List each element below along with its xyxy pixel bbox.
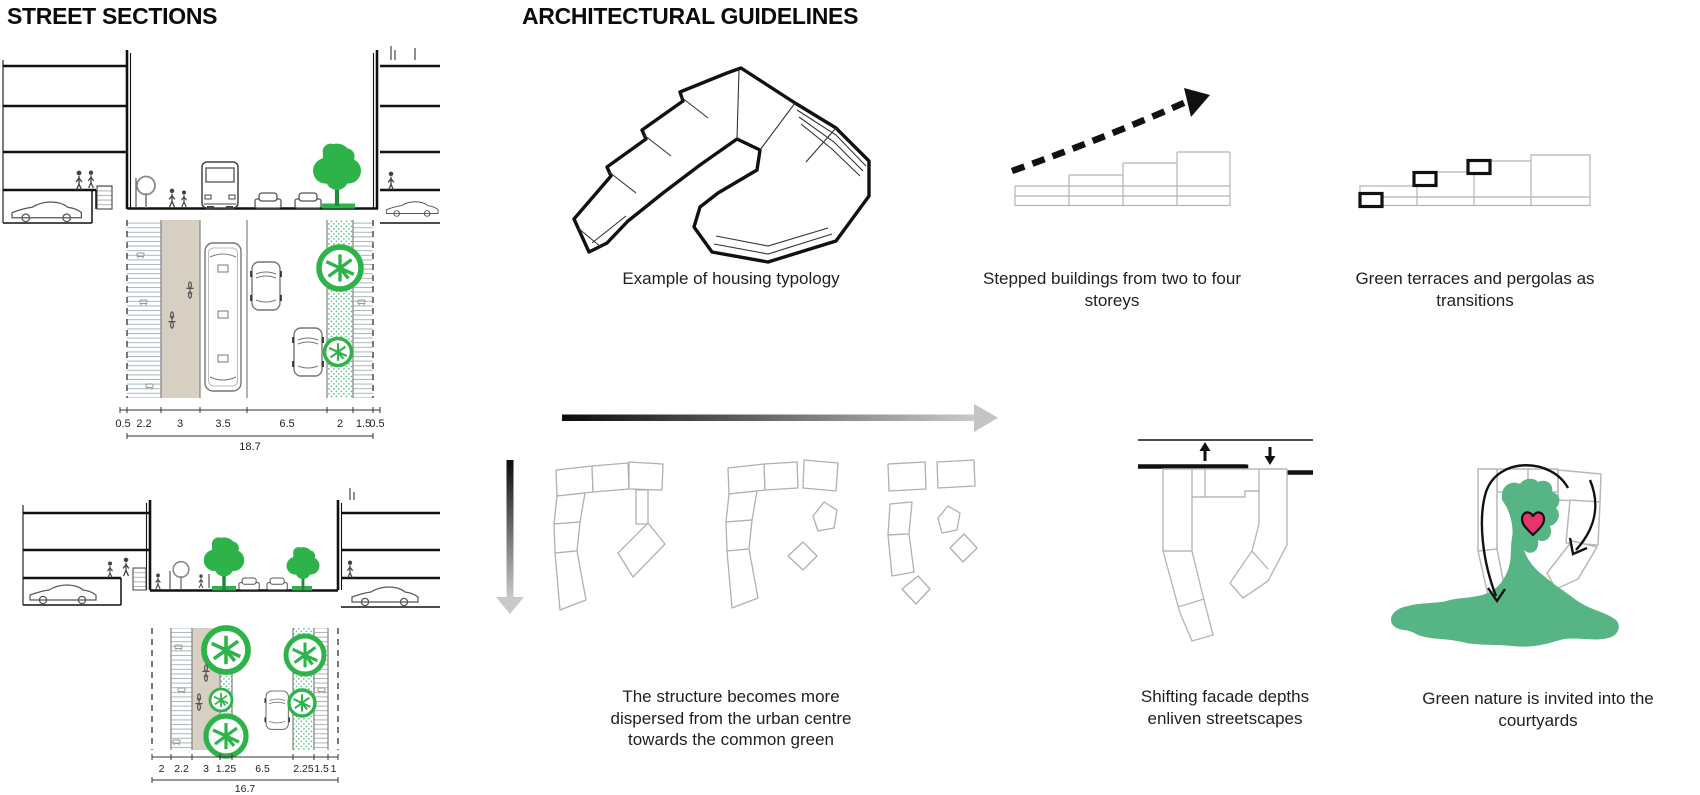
car-icon bbox=[251, 262, 281, 310]
person-icon bbox=[181, 191, 186, 207]
caption-stepped-buildings: Stepped buildings from two to four storeys bbox=[983, 269, 1241, 310]
car-icon bbox=[295, 193, 321, 208]
tree-icon bbox=[204, 537, 245, 590]
person-icon bbox=[76, 171, 82, 190]
dispersal-plan-partial bbox=[726, 460, 838, 608]
car-icon bbox=[267, 578, 287, 590]
dim-label: 2.25 bbox=[293, 763, 314, 775]
tree-outline-icon bbox=[173, 562, 189, 589]
dim-label: 2 bbox=[336, 418, 344, 430]
arrowhead-icon bbox=[974, 404, 998, 432]
car-icon bbox=[265, 691, 289, 729]
dispersal-plan-intact bbox=[554, 462, 665, 610]
dim-label: 2 bbox=[158, 763, 165, 775]
person-icon bbox=[169, 189, 175, 207]
tree-icon bbox=[210, 689, 232, 711]
dim-label: 3 bbox=[176, 418, 184, 430]
tree-icon bbox=[319, 247, 361, 289]
gradient-arrow-down bbox=[496, 460, 524, 614]
street-section-2 bbox=[23, 488, 440, 607]
dim-total-label: 16.7 bbox=[234, 783, 256, 795]
gradient-arrow-right bbox=[562, 404, 998, 432]
person-icon bbox=[388, 172, 394, 190]
bus-icon bbox=[205, 243, 241, 391]
dim-label: 1.5 bbox=[314, 763, 329, 775]
hedge-icon bbox=[133, 568, 146, 590]
caption-facade-depths: Shifting facade depths enliven streetscapes bbox=[1140, 687, 1310, 728]
plan2-dimensions bbox=[152, 754, 338, 795]
housing-typology-isometric bbox=[574, 68, 869, 262]
car-icon bbox=[12, 202, 81, 222]
sidewalk-strip bbox=[127, 220, 161, 398]
caption-green-nature: Green nature is invited into the courtyards bbox=[1422, 689, 1654, 730]
person-icon bbox=[156, 573, 161, 589]
tree-icon bbox=[286, 636, 324, 674]
bike-path-strip bbox=[161, 220, 200, 398]
dim-label: 1.25 bbox=[215, 763, 237, 775]
caption-green-terraces: Green terraces and pergolas as transitions bbox=[1355, 269, 1595, 310]
dim-label: 1 bbox=[330, 763, 337, 775]
dashed-growth-arrow bbox=[1012, 102, 1186, 171]
down-arrow-icon bbox=[1265, 447, 1276, 465]
person-icon bbox=[199, 574, 203, 588]
tree-outline-icon bbox=[137, 177, 155, 209]
arrowhead-icon bbox=[496, 597, 524, 614]
shifting-facade-diagram bbox=[1138, 440, 1313, 641]
tree-icon bbox=[287, 547, 320, 590]
person-icon bbox=[123, 558, 129, 576]
tree-icon bbox=[313, 144, 361, 206]
tree-icon bbox=[289, 690, 315, 716]
car-icon bbox=[30, 585, 96, 604]
dim-label: 3.5 bbox=[215, 418, 231, 430]
dispersal-plan-dispersed bbox=[888, 460, 977, 604]
architectural-guidelines-title: ARCHITECTURAL GUIDELINES bbox=[522, 3, 859, 29]
dim-label: 2.2 bbox=[136, 418, 152, 430]
street-sections-title: STREET SECTIONS bbox=[7, 3, 218, 29]
street-section-1 bbox=[3, 46, 440, 223]
person-icon bbox=[347, 561, 352, 578]
street-plan-1 bbox=[115, 220, 384, 453]
building-left bbox=[23, 500, 150, 605]
sidewalk-strip bbox=[353, 220, 373, 398]
tree-icon bbox=[325, 339, 352, 366]
arrowhead-icon bbox=[1184, 88, 1210, 117]
dim-label: 1.5 bbox=[355, 418, 372, 430]
up-arrow-icon bbox=[1200, 442, 1211, 461]
dim-total-label: 18.7 bbox=[239, 441, 261, 453]
green-nature-diagram bbox=[1391, 465, 1619, 646]
dim-label: 6.5 bbox=[255, 763, 270, 775]
car-icon bbox=[387, 202, 438, 217]
pergola-icon bbox=[1468, 161, 1490, 174]
dim-label: 3 bbox=[203, 763, 209, 775]
dim-label: 0.5 bbox=[369, 418, 385, 430]
dim-label: 0.5 bbox=[115, 418, 131, 430]
person-icon bbox=[88, 171, 93, 188]
caption-housing-typology: Example of housing typology bbox=[622, 269, 840, 288]
tree-icon bbox=[204, 628, 248, 672]
person-icon bbox=[107, 562, 112, 578]
pergola-icon bbox=[1360, 194, 1382, 207]
car-icon bbox=[255, 193, 281, 208]
bus-icon bbox=[202, 162, 238, 209]
car-icon bbox=[239, 578, 259, 590]
car-icon bbox=[293, 328, 323, 376]
dim-label: 2.2 bbox=[174, 763, 189, 775]
stepped-buildings-diagram bbox=[1012, 88, 1230, 206]
hedge-icon bbox=[97, 186, 112, 209]
pergola-icon bbox=[1414, 173, 1436, 186]
building-right bbox=[374, 46, 441, 223]
plan1-dimensions bbox=[115, 407, 384, 453]
caption-dispersed-structure: The structure becomes more dispersed from the urban centre towards the common green bbox=[610, 687, 852, 749]
tree-icon bbox=[206, 716, 246, 756]
green-terraces-diagram bbox=[1360, 155, 1590, 207]
car-icon bbox=[352, 587, 418, 606]
dim-label: 6.5 bbox=[279, 418, 295, 430]
street-plan-2 bbox=[152, 628, 338, 795]
